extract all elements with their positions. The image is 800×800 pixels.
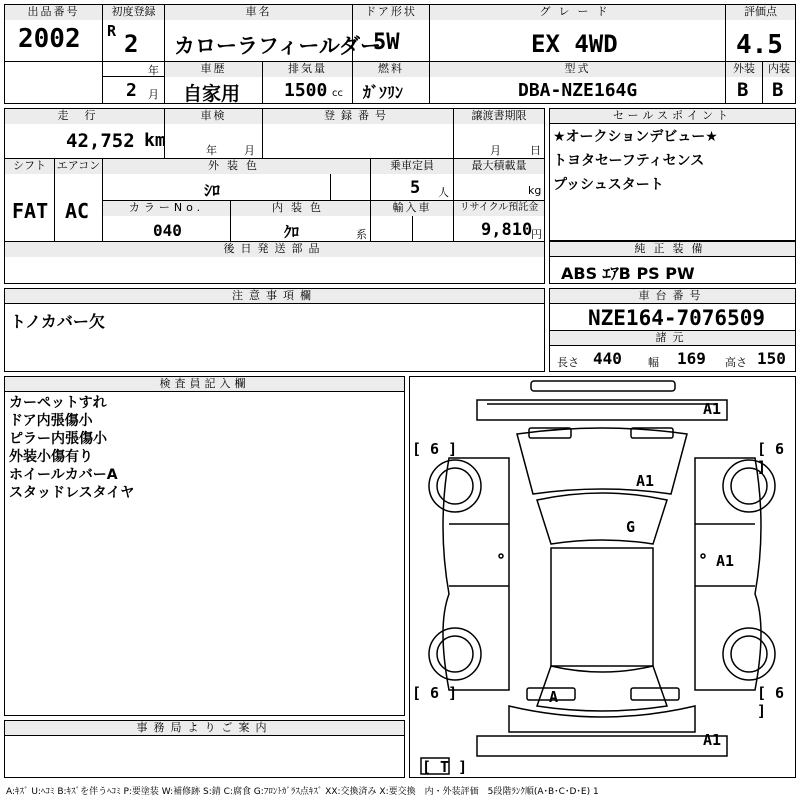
exterior-color: ｼﾛ — [204, 181, 221, 200]
score-label: 評価点 — [726, 5, 795, 20]
fuel-label: 燃料 — [353, 62, 429, 77]
year-unit: 年 — [148, 64, 159, 77]
car-name-label: 車名 — [165, 5, 352, 20]
spare-tire-mark: [ T ] — [422, 758, 468, 776]
damage-mark: G — [626, 518, 636, 536]
width: 169 — [677, 349, 706, 368]
note-line: 外装小傷有り — [9, 449, 93, 465]
reg-year: 2 — [124, 30, 139, 58]
exterior-score: B — [737, 79, 749, 101]
first-reg-label: 初度登録 — [103, 5, 164, 20]
recycle-fee: 9,810 — [481, 220, 533, 240]
damage-mark: A — [549, 688, 559, 706]
tire-tread-mark: [ 6 ] — [757, 684, 785, 720]
color-number: 040 — [153, 221, 182, 240]
car-outline — [409, 376, 796, 778]
height-label: 高さ — [725, 356, 747, 369]
damage-mark: A1 — [703, 400, 722, 418]
note-line: ドア内張傷小 — [9, 413, 93, 429]
transfer-label: 譲渡書期限 — [454, 109, 544, 124]
chassis-number: NZE164-7076509 — [588, 306, 766, 330]
km-unit: km — [144, 130, 166, 151]
sales-label: セールスポイント — [550, 109, 795, 124]
grade-label: グレード — [430, 5, 725, 20]
exterior-label: 外装 — [726, 62, 762, 77]
width-label: 幅 — [648, 356, 659, 369]
equipment-label: 純正装備 — [550, 242, 795, 257]
caution: トノカバー欠 — [10, 312, 105, 331]
interior-color: ｸﾛ — [284, 223, 300, 241]
month-unit: 月 — [148, 88, 159, 101]
sales-line: プッシュスタート — [553, 177, 664, 193]
capacity-label: 乗車定員 — [371, 159, 453, 174]
shift: FAT — [12, 199, 49, 223]
damage-mark: A1 — [716, 552, 735, 570]
door-label: ドア形状 — [353, 5, 429, 20]
history: 自家用 — [183, 83, 241, 105]
reg-number-label: 登録番号 — [263, 109, 453, 124]
note-line: ピラー内張傷小 — [9, 431, 107, 447]
sales-line: トヨタセーフティセンス — [553, 153, 705, 169]
cc-unit: cc — [332, 88, 343, 99]
tire-tread-mark: [ 6 ] — [412, 440, 458, 458]
model-label: 型式 — [430, 62, 725, 77]
spec-label: 諸元 — [550, 331, 795, 346]
length-label: 長さ — [557, 356, 579, 369]
legend: A:ｷｽﾞ U:ﾍｺﾐ B:ｷｽﾞを伴うﾍｺﾐ P:要塗装 W:補修跡 S:錆 C:腐食 G:ﾌﾛﾝﾄｶﾞﾗｽ点ｷｽﾞ XX:交換済み X:要交換 内・外装評価 5段階ﾗﾝｸ順(A･B･C･D･E) 1 — [6, 787, 599, 797]
inspector-label: 検査員記入欄 — [5, 377, 404, 392]
lot-label: 出品番号 — [5, 5, 102, 20]
inspection-label: 車検 — [165, 109, 262, 124]
score: 4.5 — [736, 30, 783, 60]
note-line: スタッドレスタイヤ — [9, 485, 135, 501]
chassis-label: 車台番号 — [550, 289, 795, 304]
inspector-notes — [9, 394, 134, 502]
mileage-label: 走行 — [5, 109, 164, 124]
shift-label: シフト — [5, 159, 54, 174]
color-no-label: カラーNo. — [103, 201, 230, 216]
displacement: 1500 — [284, 80, 328, 101]
note-line: カーペットすれ — [9, 395, 107, 411]
inspection-month-unit: 月 — [244, 144, 255, 157]
color-label: 外装色 — [103, 159, 370, 174]
fuel: ｶﾞｿﾘﾝ — [363, 83, 404, 102]
interior-score: B — [772, 79, 784, 101]
note-line: ホイールカバーA — [9, 467, 118, 483]
height: 150 — [757, 349, 786, 368]
grade: EX 4WD — [531, 30, 618, 58]
sales-line: ★オークションデビュー★ — [553, 129, 718, 145]
interior-label: 内装 — [763, 62, 795, 77]
damage-mark: A1 — [636, 472, 655, 490]
air-conditioner: AC — [65, 199, 90, 223]
tire-tread-mark: [ 6 ] — [757, 440, 785, 476]
capacity: 5 — [410, 178, 421, 198]
damage-mark: A1 — [703, 731, 722, 749]
equipment: ABS ｴｱB PS PW — [561, 264, 695, 283]
length: 440 — [593, 349, 622, 368]
door-type: 5W — [373, 30, 400, 55]
sales-points — [553, 128, 718, 194]
later-parts-label: 後日発送部品 — [5, 242, 544, 257]
recycle-label: リサイクル預託金 — [454, 201, 544, 216]
reg-month: 2 — [126, 80, 137, 101]
history-label: 車歴 — [165, 62, 262, 77]
caution-label: 注意事項欄 — [5, 289, 544, 304]
load-label: 最大積載量 — [454, 159, 544, 174]
transfer-month-unit: 月 — [490, 144, 501, 157]
tire-tread-mark: [ 6 ] — [412, 684, 458, 702]
int-color-label: 内装色 — [231, 201, 370, 216]
mileage: 42,752 — [66, 130, 135, 152]
kei-unit: 系 — [356, 228, 367, 241]
era: R — [107, 22, 117, 40]
office-label: 事務局よりご案内 — [5, 721, 404, 736]
person-unit: 人 — [438, 186, 449, 199]
car-name: カローラフィールダー — [174, 34, 382, 58]
yen-unit: 円 — [531, 228, 542, 241]
inspection-year-unit: 年 — [206, 144, 217, 157]
kg-unit: kg — [528, 184, 542, 197]
model: DBA-NZE164G — [518, 80, 638, 101]
displacement-label: 排気量 — [263, 62, 352, 77]
lot-number: 2002 — [18, 24, 81, 54]
transfer-day-unit: 日 — [530, 144, 541, 157]
import-label: 輸入車 — [371, 201, 453, 216]
ac-label: エアコン — [56, 159, 101, 172]
